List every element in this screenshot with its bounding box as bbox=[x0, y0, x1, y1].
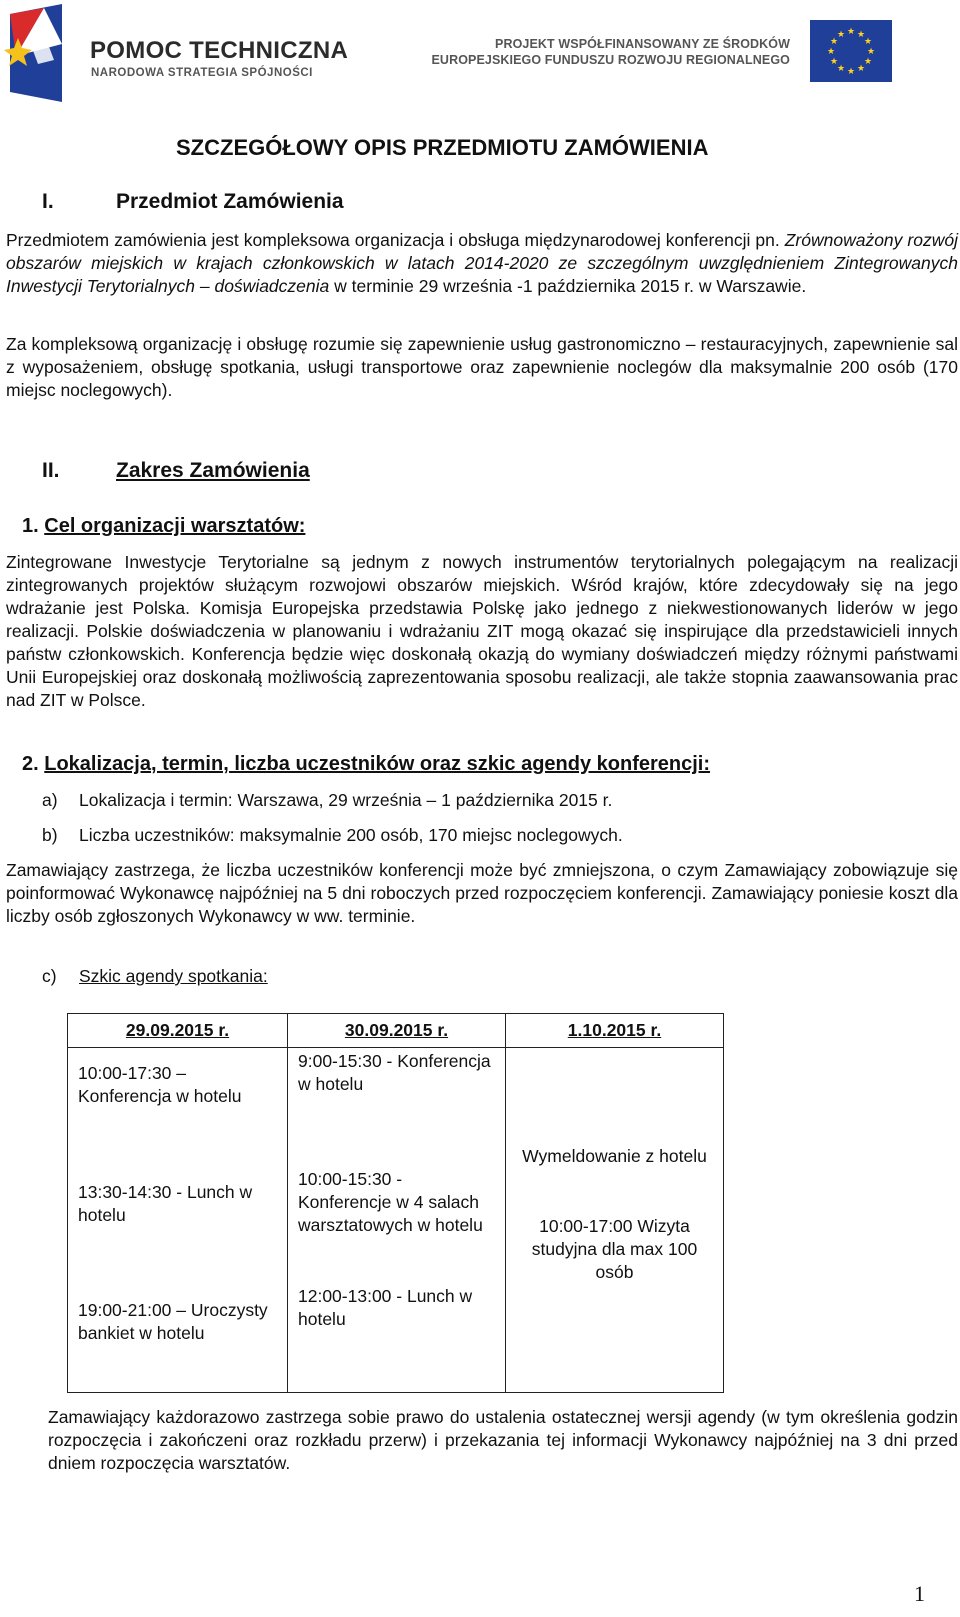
svg-text:★: ★ bbox=[846, 27, 856, 37]
agenda-header-day-3: 1.10.2015 r. bbox=[506, 1014, 724, 1048]
svg-text:★: ★ bbox=[826, 47, 836, 57]
subsection-2-number: 2. bbox=[22, 753, 39, 775]
section-1-number: I. bbox=[42, 190, 54, 213]
subsection-1-title: Cel organizacji warsztatów: bbox=[44, 515, 306, 537]
svg-text:★: ★ bbox=[836, 64, 846, 74]
agenda-header-day-1: 29.09.2015 r. bbox=[68, 1014, 288, 1048]
subsection-2-title: Lokalizacja, termin, liczba uczestników oraz szkic agendy konferencji: bbox=[44, 753, 711, 775]
subsection-2-heading bbox=[22, 751, 710, 777]
list-item-c bbox=[42, 965, 942, 988]
section-2-title: Zakres Zamówienia bbox=[116, 459, 310, 482]
svg-text:★: ★ bbox=[829, 37, 839, 47]
list-item-b-label: b) bbox=[42, 825, 58, 845]
page-number: 1 bbox=[914, 1581, 925, 1606]
agenda-final-note: Zamawiający każdorazowo zastrzega sobie prawo do ustalenia ostatecznej wersji agendy (w tym określenia godzin rozpoczęcia i zakończeni oraz rozkładu przerw) i przekazania tej informacji Wykonawcy najpóźniej na 3 dni przed dniem rozpoczęcia warsztatów. bbox=[48, 1407, 958, 1473]
subsection-1-number: 1. bbox=[22, 515, 39, 537]
svg-text:★: ★ bbox=[829, 57, 839, 67]
agenda-day-2-item-1: 9:00-15:30 - Konferencja w hotelu bbox=[298, 1051, 491, 1094]
agenda-day-1-item-2: 13:30-14:30 - Lunch w hotelu bbox=[78, 1182, 253, 1225]
agenda-day-1-cell bbox=[68, 1048, 288, 1393]
agenda-body-row bbox=[68, 1048, 724, 1393]
eu-cofinancing-text bbox=[410, 36, 790, 68]
subsection-1-paragraph: Zintegrowane Inwestycje Terytorialne są jednym z nowych instrumentów terytorialnych polegającym na realizacji zintegrowanych projektów służącym rozwojowi obszarów miejskich. Wśród krajów, które zdecydowały się na jego wdrażanie jest Polska. Komisja Europejska przedstawia Polskę jako jednego z niekwestionowanych liderów w jego realizacji. Polskie doświadczenia w planowaniu i wdrażaniu ZIT mogą okazać się inspirujące dla przedstawicieli innych państw członkowskich. Konferencja będzie więc doskonałą okazją do wymiany doświadczeń między różnymi państwami Unii Europejskiej oraz doskonałą możliwością zaprezentowania sposobu realizacji, ale także stopnia zaawansowania prac nad ZIT w Polsce. bbox=[6, 552, 958, 710]
section-1-title: Przedmiot Zamówienia bbox=[116, 190, 344, 213]
svg-text:★: ★ bbox=[846, 67, 856, 77]
svg-text:★: ★ bbox=[866, 47, 876, 57]
section-1-heading bbox=[42, 189, 344, 215]
list-item-b-text: Liczba uczestników: maksymalnie 200 osób, 170 miejsc noclegowych. bbox=[79, 825, 623, 845]
agenda-day-2-item-3: 12:00-13:00 - Lunch w hotelu bbox=[298, 1286, 473, 1329]
list-item-c-text: Szkic agendy spotkania: bbox=[79, 966, 268, 986]
agenda-table bbox=[67, 1013, 724, 1393]
participants-note: Zamawiający zastrzega, że liczba uczestników konferencji może być zmniejszona, o czym Zamawiający zobowiązuje się poinformować Wykonawcę najpóźniej na 5 dni roboczych przed rozpoczęciem konferencji. Zamawiający poniesie koszt dla liczby osób zgłoszonych Wykonawcy w ww. terminie. bbox=[6, 860, 958, 926]
conference-name: Zrównoważony rozwój obszarów miejskich w krajach członkowskich w latach 2014-2020 ze szczególnym uwzględnieniem Zintegrowanych Inwestycji Terytorialnych – doświadczenia bbox=[6, 230, 958, 296]
subsection-1-heading bbox=[22, 513, 305, 539]
p1-text-a: Przedmiotem zamówienia jest kompleksowa organizacja i obsługa międzynarodowej konferencji pn. bbox=[6, 230, 780, 250]
list-item-b bbox=[42, 824, 942, 847]
agenda-day-3-item-1: Wymeldowanie z hotelu bbox=[522, 1146, 707, 1166]
list-item-a bbox=[42, 789, 942, 812]
eu-flag-icon bbox=[810, 20, 892, 82]
list-item-c-label: c) bbox=[42, 966, 57, 986]
svg-text:★: ★ bbox=[836, 30, 846, 40]
agenda-day-1-item-3: 19:00-21:00 – Uroczysty bankiet w hotelu bbox=[78, 1300, 268, 1343]
list-item-a-label: a) bbox=[42, 790, 58, 810]
p1-text-b: w terminie 29 września -1 października 2015 r. w Warszawie. bbox=[334, 276, 807, 296]
svg-text:★: ★ bbox=[856, 64, 866, 74]
agenda-day-2-item-2: 10:00-15:30 - Konferencje w 4 salach warsztatowych w hotelu bbox=[298, 1169, 483, 1235]
document-title: SZCZEGÓŁOWY OPIS PRZEDMIOTU ZAMÓWIENIA bbox=[176, 135, 709, 160]
brand-title: POMOC TECHNICZNA bbox=[90, 37, 349, 64]
eu-line-1: PROJEKT WSPÓŁFINANSOWANY ZE ŚRODKÓW bbox=[495, 37, 790, 51]
section-2-number: II. bbox=[42, 459, 60, 482]
section-1-paragraph-1 bbox=[6, 229, 958, 298]
pomoc-techniczna-logo bbox=[4, 4, 66, 102]
svg-text:★: ★ bbox=[863, 57, 873, 67]
agenda-day-3-cell bbox=[506, 1048, 724, 1393]
brand-subtitle: NARODOWA STRATEGIA SPÓJNOŚCI bbox=[91, 67, 313, 79]
agenda-day-1-item-1: 10:00-17:30 – Konferencja w hotelu bbox=[78, 1063, 242, 1106]
agenda-header-day-2: 30.09.2015 r. bbox=[288, 1014, 506, 1048]
section-1-paragraph-2: Za kompleksową organizację i obsługę rozumie się zapewnienie usług gastronomiczno – restauracyjnych, zapewnienie sal z wyposażeniem, obsługę spotkania, usługi transportowe oraz zapewnienie noclegów dla maksymalnie 200 osób (170 miejsc noclegowych). bbox=[6, 334, 958, 400]
svg-text:★: ★ bbox=[856, 30, 866, 40]
page-header bbox=[0, 0, 960, 110]
section-2-heading bbox=[42, 458, 310, 484]
agenda-day-2-cell bbox=[288, 1048, 506, 1393]
agenda-day-3-item-2: 10:00-17:00 Wizyta studyjna dla max 100 osób bbox=[531, 1216, 698, 1282]
eu-line-2: EUROPEJSKIEGO FUNDUSZU ROZWOJU REGIONALNEGO bbox=[431, 53, 790, 67]
agenda-header-row bbox=[68, 1014, 724, 1048]
svg-text:★: ★ bbox=[863, 37, 873, 47]
list-item-a-text: Lokalizacja i termin: Warszawa, 29 września – 1 października 2015 r. bbox=[79, 790, 613, 810]
